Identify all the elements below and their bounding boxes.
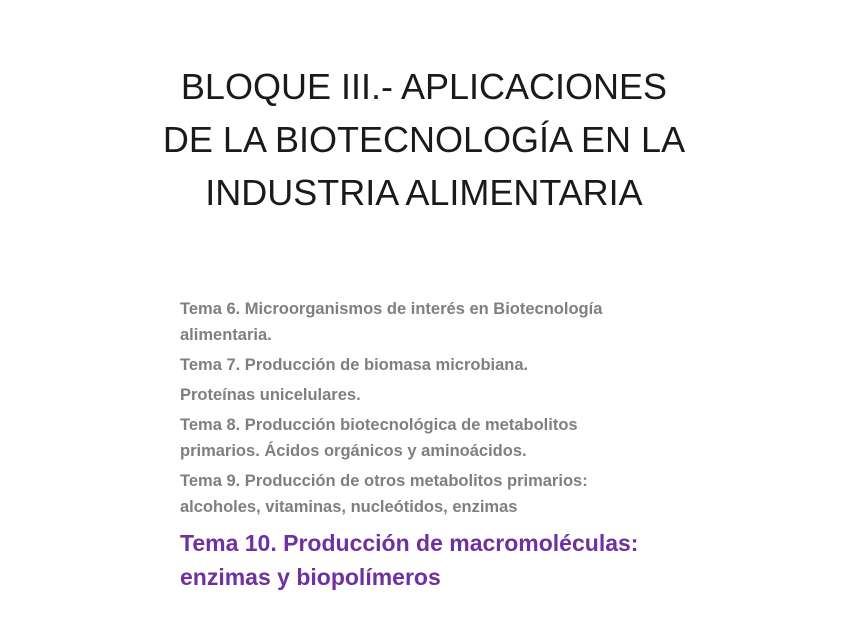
topic-item-tema-6 [180,296,740,348]
topic-item-tema-9 [180,468,740,520]
topic-line: Tema 8. Producción biotecnológica de metabolitos [180,416,578,434]
topic-line: alimentaria. [180,326,272,344]
title-line: INDUSTRIA ALIMENTARIA [205,172,643,213]
topic-line: Tema 6. Microorganismos de interés en Biotecnología [180,300,603,318]
topic-item-tema-10-current [180,526,740,594]
topic-item-tema-8 [180,412,740,464]
title-line: BLOQUE III.- APLICACIONES [180,66,668,107]
topic-line: Tema 7. Producción de biomasa microbiana. [180,356,529,374]
topic-line: enzimas y biopolímeros [180,564,441,590]
topic-item-tema-7 [180,352,740,378]
topic-line: alcoholes, vitaminas, nucleótidos, enzimas [180,498,518,516]
slide-title [120,60,728,219]
topic-line: Proteínas unicelulares. [180,386,361,404]
topic-item-proteinas [180,382,740,408]
topic-line: primarios. Ácidos orgánicos y aminoácidos. [180,442,527,460]
topic-line: Tema 10. Producción de macromoléculas: [180,530,639,556]
topic-line: Tema 9. Producción de otros metabolitos primarios: [180,472,588,490]
title-line: DE LA BIOTECNOLOGÍA EN LA [162,119,686,160]
topic-list [180,296,740,598]
